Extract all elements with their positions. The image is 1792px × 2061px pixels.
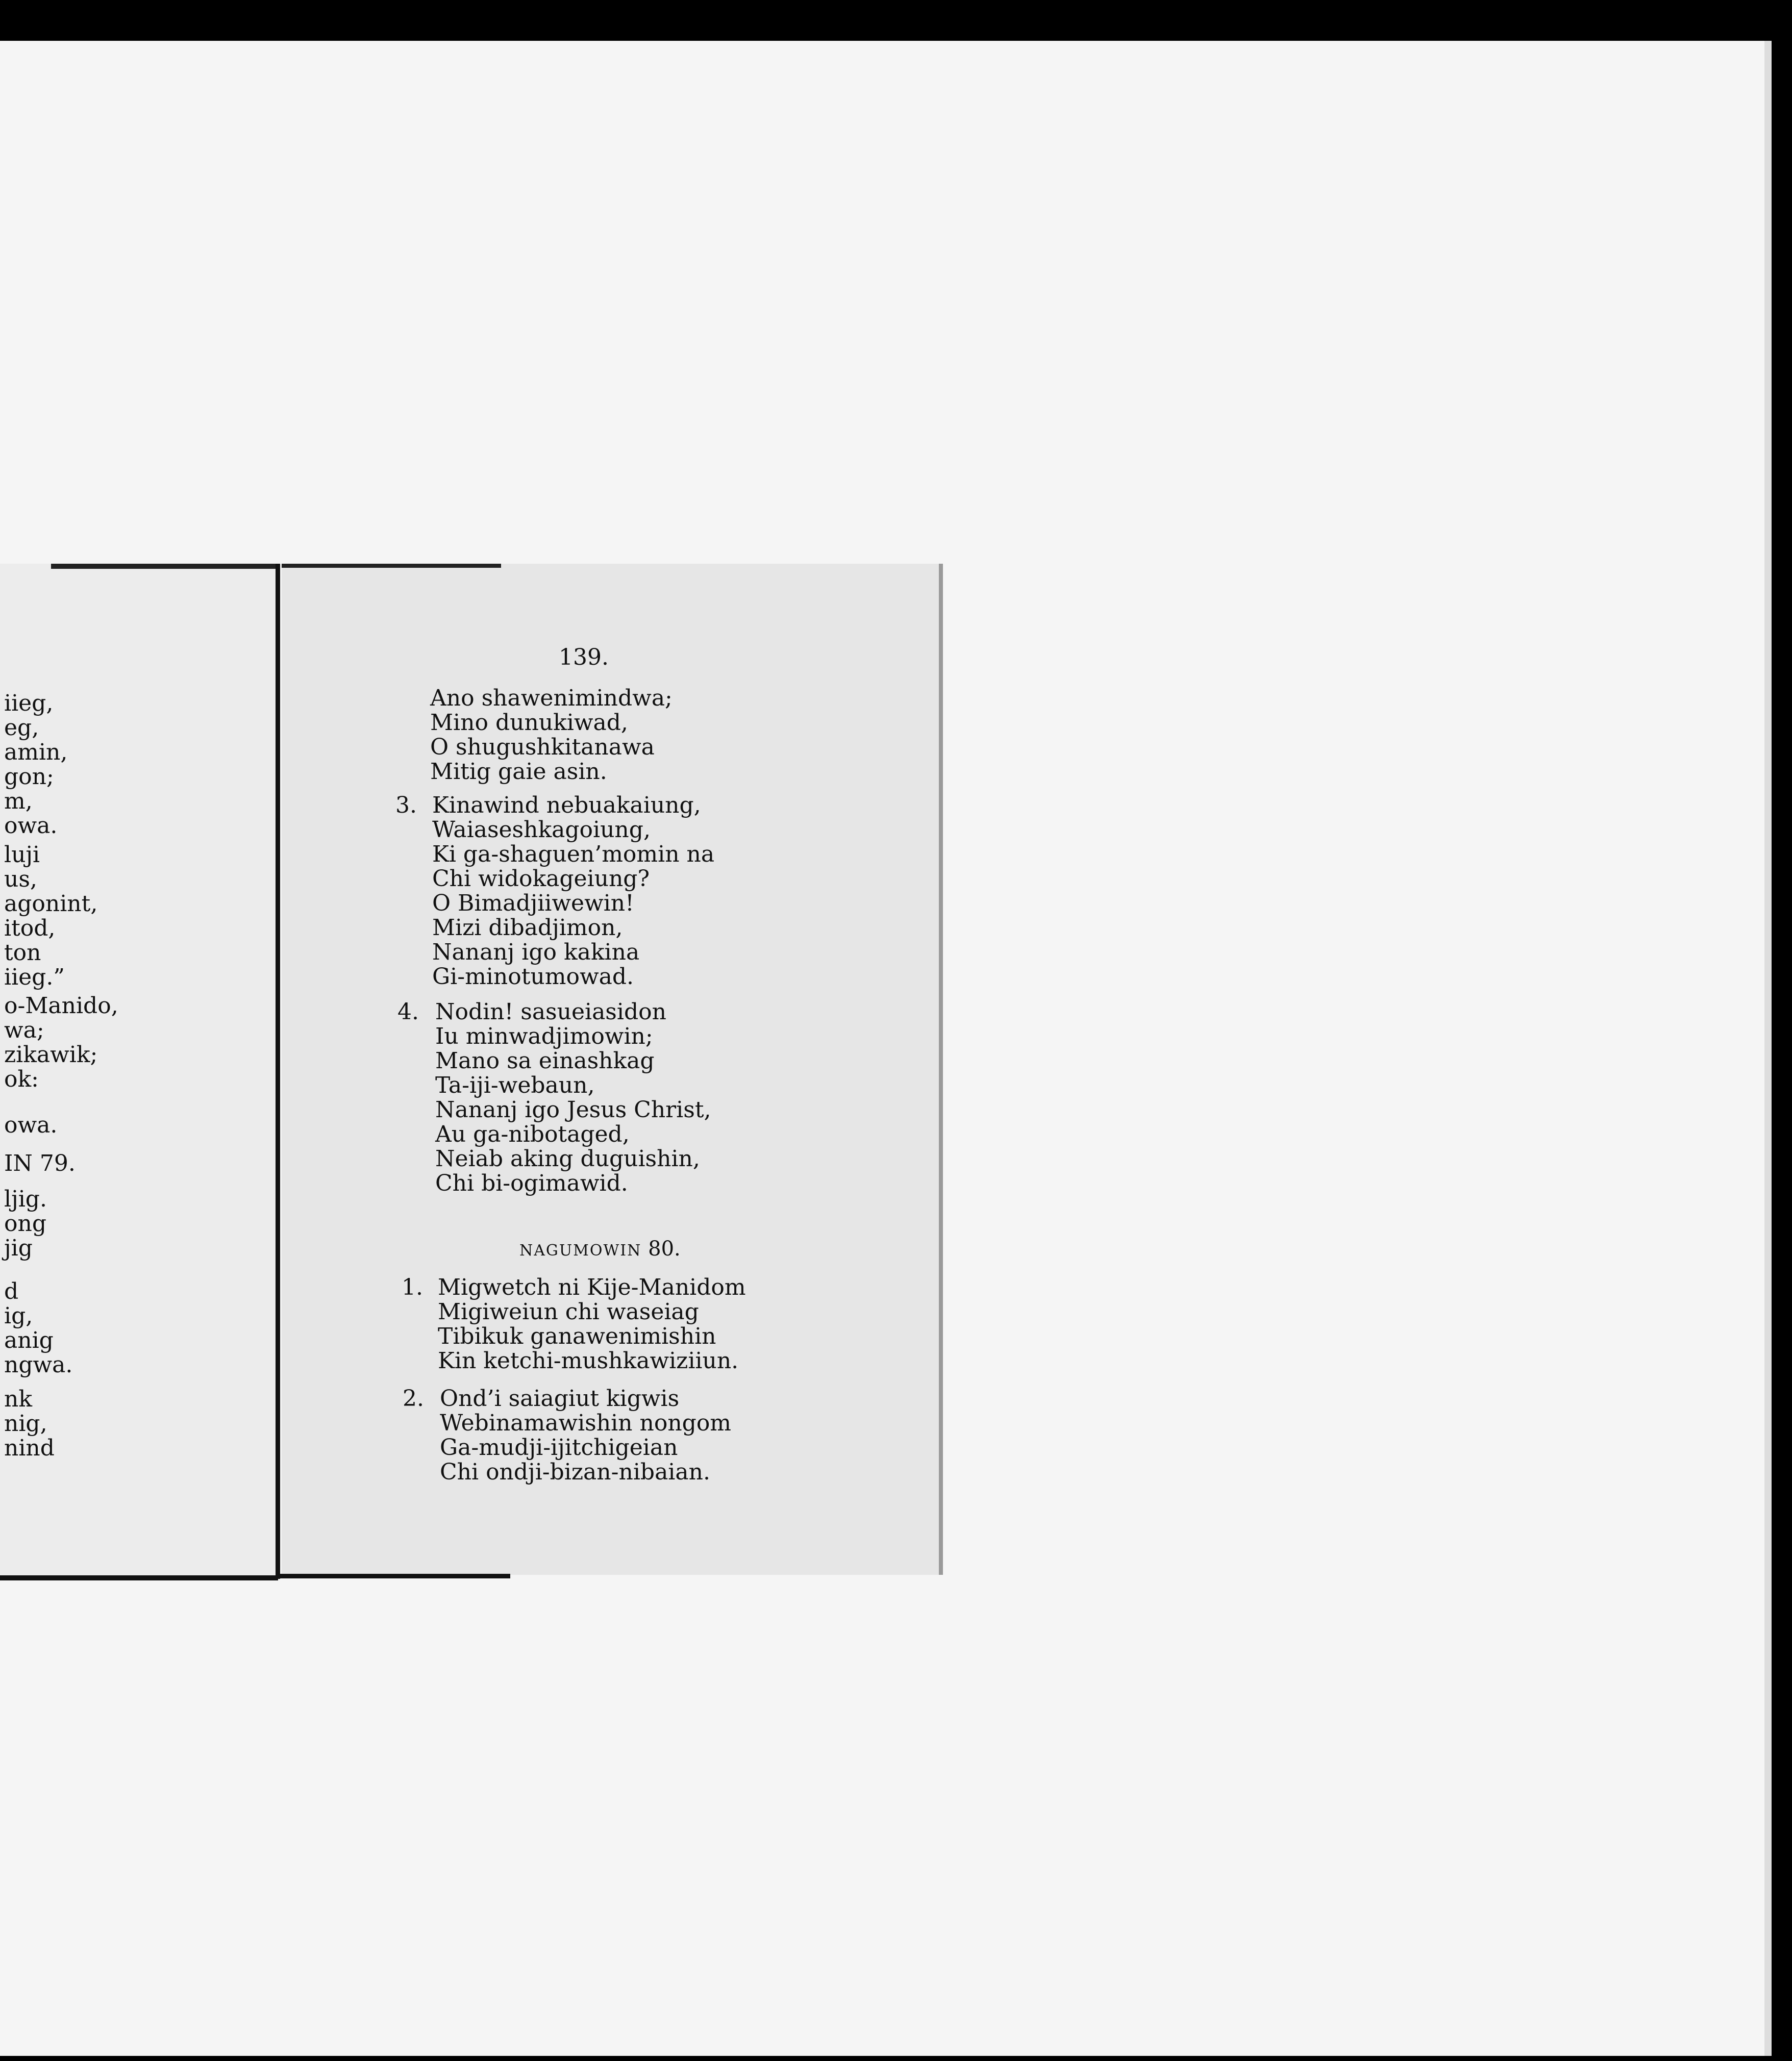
stanza-line: Mano sa einashkag: [435, 1048, 655, 1074]
stanza-line: O shugushkitanawa: [430, 734, 655, 760]
stanza-line: O Bimadjiiwewin!: [432, 890, 634, 916]
left-line: owa.: [4, 1112, 58, 1138]
stanza-line: Migiweiun chi waseiag: [438, 1299, 699, 1325]
left-line: ok:: [4, 1066, 39, 1092]
stanza-line: Ano shawenimindwa;: [430, 685, 673, 711]
stanza-line: Iu minwadjimowin;: [435, 1023, 653, 1049]
left-line: IN 79.: [4, 1150, 76, 1176]
left-line: nig,: [4, 1411, 47, 1437]
stanza-line: Waiaseshkagoiung,: [432, 817, 651, 843]
stanza-line: Nodin! sasueiasidon: [435, 999, 666, 1025]
stanza-line: Gi-minotumowad.: [432, 964, 634, 990]
stanza-line: Nananj igo kakina: [432, 939, 640, 965]
left-line: ton: [4, 940, 41, 966]
stanza-line: Mino dunukiwad,: [430, 710, 628, 736]
stanza-line: Chi widokageiung?: [432, 866, 650, 892]
left-line: ngwa.: [4, 1352, 73, 1378]
stanza-line: Mitig gaie asin.: [430, 759, 607, 785]
stanza-line: Mizi dibadjimon,: [432, 915, 623, 941]
verse-number: 3.: [395, 792, 417, 818]
stanza-line: Ga-mudji-ijitchigeian: [440, 1435, 678, 1461]
left-line: anig: [4, 1327, 54, 1353]
stanza-line: Ki ga-shaguen’momin na: [432, 841, 715, 867]
stanza-line: Kinawind nebuakaiung,: [432, 792, 701, 818]
left-line: gon;: [4, 764, 54, 790]
left-line: zikawik;: [4, 1042, 98, 1068]
left-line: amin,: [4, 739, 68, 765]
stanza-line: Neiab aking duguishin,: [435, 1146, 700, 1172]
left-line: wa;: [4, 1017, 44, 1043]
left-line: m,: [4, 788, 33, 814]
sheet-edge: [1764, 41, 1772, 2056]
stanza-line: Tibikuk ganawenimishin: [438, 1323, 716, 1349]
hymn-title-label: NAGUMOWIN: [519, 1242, 642, 1260]
left-line: itod,: [4, 915, 56, 941]
stanza-line: Migwetch ni Kije-Manidom: [438, 1274, 746, 1300]
stanza-line: Webinamawishin nongom: [440, 1410, 732, 1436]
verse-number: 4.: [397, 999, 419, 1025]
left-line: agonint,: [4, 891, 98, 917]
stanza-line: Chi bi-ogimawid.: [435, 1170, 628, 1196]
left-line: ig,: [4, 1303, 33, 1329]
left-page-bottom-rule: [0, 1575, 278, 1580]
left-line: nk: [4, 1386, 32, 1412]
stanza-line: Ond’i saiagiut kigwis: [440, 1386, 680, 1412]
left-line: eg,: [4, 715, 39, 741]
stanza-line: Kin ketchi-mushkawiziiun.: [438, 1348, 739, 1374]
stanza-line: Nananj igo Jesus Christ,: [435, 1097, 711, 1123]
left-page-top-rule: [51, 564, 276, 569]
stanza-line: Chi ondji-bizan-nibaian.: [440, 1459, 710, 1485]
stanza-line: Ta-iji-webaun,: [435, 1072, 595, 1098]
verse-number: 2.: [403, 1386, 424, 1412]
left-line: owa.: [4, 813, 58, 839]
page-number: 139.: [559, 644, 609, 670]
right-page-top-rule: [282, 564, 501, 568]
left-line: d: [4, 1278, 19, 1304]
left-line: ljig.: [4, 1186, 47, 1212]
hymn-title: [519, 1237, 681, 1263]
hymn-title-number: 80.: [648, 1237, 681, 1261]
right-page-bottom-rule: [276, 1574, 510, 1578]
left-line: nind: [4, 1435, 55, 1461]
stanza-line: Au ga-nibotaged,: [435, 1121, 630, 1147]
left-line: luji: [4, 842, 40, 868]
left-line: o-Manido,: [4, 993, 118, 1019]
left-line: iieg.”: [4, 964, 65, 990]
verse-number: 1.: [402, 1274, 423, 1300]
left-line: jig: [4, 1235, 33, 1261]
left-line: iieg,: [4, 690, 54, 716]
left-line: ong: [4, 1211, 46, 1237]
left-line: us,: [4, 866, 37, 892]
